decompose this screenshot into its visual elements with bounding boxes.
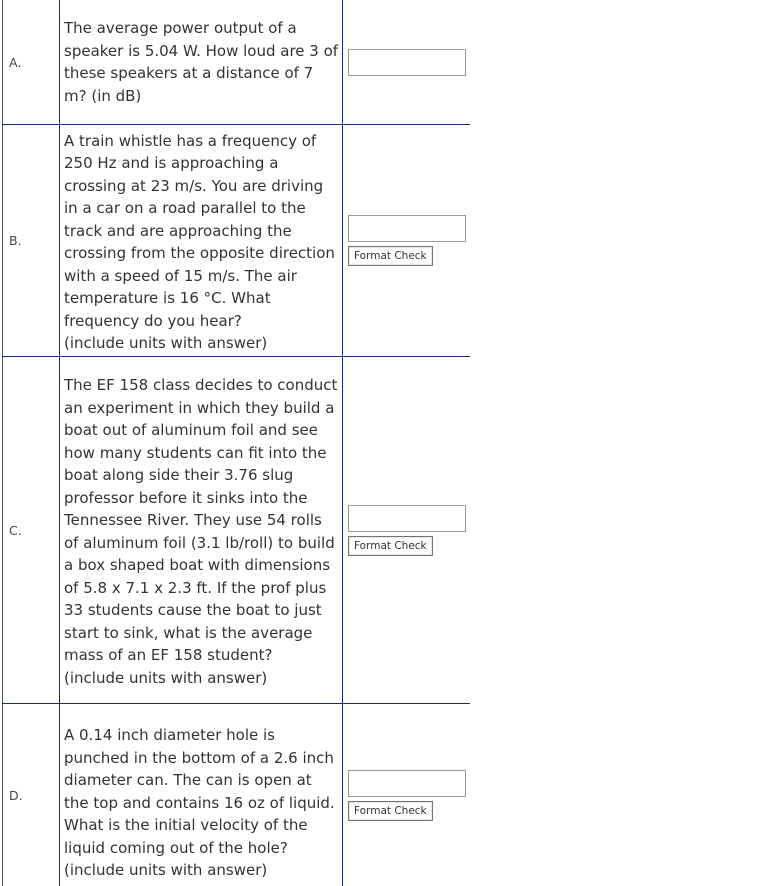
- question-letter: B.: [3, 125, 60, 357]
- question-row-b: [3, 125, 470, 357]
- answer-cell: [343, 0, 470, 125]
- format-check-button-c[interactable]: Format Check: [348, 536, 433, 556]
- question-cell: [60, 704, 343, 886]
- question-note: (include units with answer): [64, 667, 339, 690]
- question-cell: [60, 125, 343, 357]
- question-letter: D.: [3, 704, 60, 886]
- question-letter: A.: [3, 0, 60, 125]
- answer-input-b[interactable]: [348, 215, 466, 242]
- question-row-a: [3, 0, 470, 125]
- question-note: (include units with answer): [64, 332, 339, 355]
- question-row-d: [3, 704, 470, 886]
- question-letter: C.: [3, 357, 60, 704]
- question-note: (include units with answer): [64, 859, 339, 882]
- question-text: A train whistle has a frequency of 250 Hz and is approaching a crossing at 23 m/s. You are driving in a car on a road parallel to the track and are approaching the crossing from the opposite direction with a speed of 15 m/s. The air temperature is 16 °C. What frequency do you hear?: [64, 130, 339, 333]
- answer-cell: [343, 357, 470, 704]
- question-cell: [60, 357, 343, 704]
- format-check-button-d[interactable]: Format Check: [348, 801, 433, 821]
- question-text: The average power output of a speaker is 5.04 W. How loud are 3 of these speakers at a distance of 7 m? (in dB): [60, 13, 342, 111]
- answer-input-a[interactable]: [348, 49, 466, 76]
- format-check-button-b[interactable]: Format Check: [348, 246, 433, 266]
- answer-input-d[interactable]: [348, 770, 466, 797]
- answer-input-c[interactable]: [348, 505, 466, 532]
- question-row-c: [3, 357, 470, 704]
- question-text: The EF 158 class decides to conduct an experiment in which they build a boat out of aluminum foil and see how many students can fit into the boat along side their 3.76 slug professor before it sinks into the Tennessee River. They use 54 rolls of aluminum foil (3.1 lb/roll) to build a box shaped boat with dimensions of 5.8 x 7.1 x 2.3 ft. If the prof plus 33 students cause the boat to just start to sink, what is the average mass of an EF 158 student?: [64, 374, 339, 667]
- question-text: A 0.14 inch diameter hole is punched in the bottom of a 2.6 inch diameter can. The can is open at the top and contains 16 oz of liquid. What is the initial velocity of the liquid coming out of the hole?: [64, 724, 339, 859]
- answer-cell: [343, 704, 470, 886]
- questions-table: [2, 0, 470, 886]
- question-cell: [60, 0, 343, 125]
- answer-cell: [343, 125, 470, 357]
